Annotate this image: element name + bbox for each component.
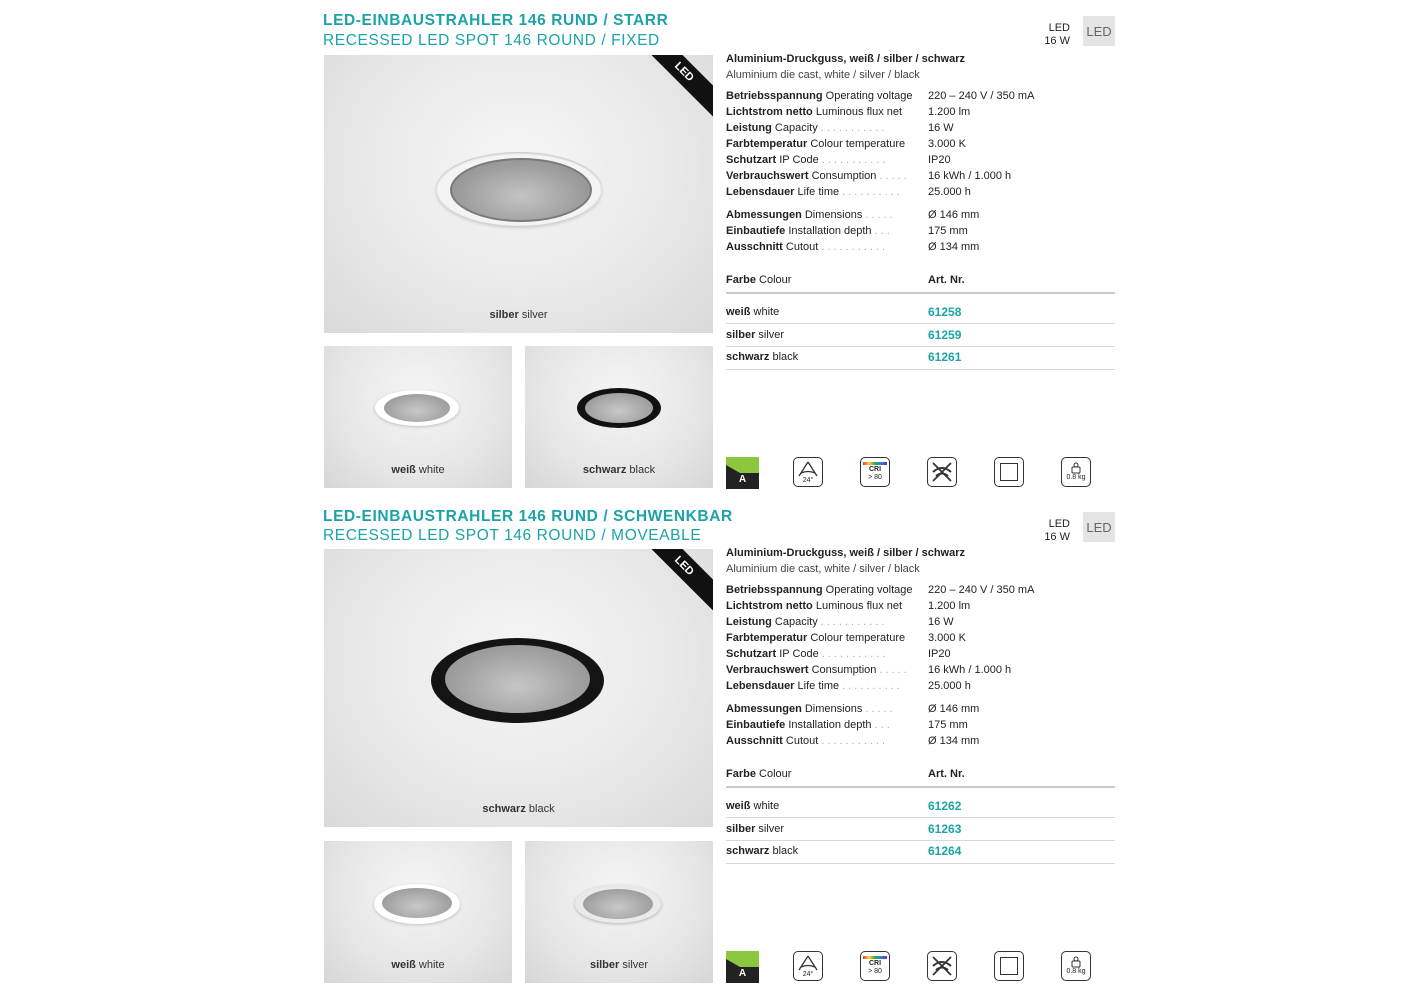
cri-icon: CRI > 80 [860, 951, 890, 981]
lamp-reflector [450, 158, 592, 222]
beam-angle-icon: 24° [793, 951, 823, 981]
image-caption: schwarz black [482, 803, 555, 815]
spec-value: 220 – 240 V / 350 mA [928, 90, 1035, 102]
dim-value: Ø 134 mm [928, 735, 980, 747]
no-insulation-cover-icon [927, 457, 957, 487]
article-number: 61261 [928, 350, 962, 364]
dim-value: Ø 146 mm [928, 209, 980, 221]
beam-angle-icon: 24° [793, 457, 823, 487]
no-insulation-cover-icon [927, 951, 957, 981]
dim-row: Einbautiefe Installation depth ... [726, 719, 893, 731]
spec-value: 16 W [928, 122, 954, 134]
article-number: 61258 [928, 305, 962, 319]
table-divider [726, 786, 1115, 788]
spec-row: Lebensdauer Life time .......... [726, 186, 903, 198]
image-caption: silber silver [489, 309, 548, 321]
row-divider [726, 863, 1115, 864]
product-title-en: RECESSED LED SPOT 146 ROUND / MOVEABLE [323, 527, 702, 544]
dim-row: Ausschnitt Cutout ........... [726, 735, 889, 747]
led-wattage-label: LED 16 W [1044, 22, 1070, 47]
material-en: Aluminium die cast, white / silver / black [726, 563, 920, 575]
product-image-silver [525, 841, 713, 983]
image-caption: weiß white [391, 464, 445, 476]
lamp-reflector [583, 889, 653, 919]
product-fixed [0, 0, 1416, 495]
art-header: Art. Nr. [928, 768, 965, 780]
spec-row: Farbtemperatur Colour temperature [726, 632, 906, 644]
spec-value: 220 – 240 V / 350 mA [928, 584, 1035, 596]
product-moveable [0, 495, 1416, 990]
material-de: Aluminium-Druckguss, weiß / silber / schwarz [726, 547, 966, 559]
art-header: Art. Nr. [928, 274, 965, 286]
led-badge: LED [1083, 16, 1115, 46]
material-en: Aluminium die cast, white / silver / black [726, 69, 920, 81]
product-image-white [324, 841, 512, 983]
lamp-reflector [585, 393, 653, 423]
spec-value: 1.200 lm [928, 600, 971, 612]
cri-icon: CRI > 80 [860, 457, 890, 487]
colour-header: Farbe Colour [726, 274, 792, 286]
spec-row: Leistung Capacity ........... [726, 616, 888, 628]
spec-row: Farbtemperatur Colour temperature [726, 138, 906, 150]
spec-row: Leistung Capacity ........... [726, 122, 888, 134]
product-title-en: RECESSED LED SPOT 146 ROUND / FIXED [323, 32, 660, 49]
colour-header: Farbe Colour [726, 768, 792, 780]
spec-value: 16 W [928, 616, 954, 628]
product-image-main [324, 549, 713, 827]
dim-value: 175 mm [928, 225, 968, 237]
article-number: 61264 [928, 844, 962, 858]
spec-value: IP20 [928, 154, 951, 166]
spec-row: Betriebsspannung Operating voltage [726, 584, 913, 596]
spec-value: 25.000 h [928, 186, 971, 198]
variant-colour: silber silver [726, 823, 785, 835]
spec-value: IP20 [928, 648, 951, 660]
product-title-de: LED-EINBAUSTRAHLER 146 RUND / STARR [323, 12, 669, 29]
dim-row: Ausschnitt Cutout ........... [726, 241, 889, 253]
energy-class-icon: A [726, 951, 759, 983]
lamp-reflector [445, 645, 590, 713]
spec-row: Schutzart IP Code ........... [726, 648, 889, 660]
image-caption: schwarz black [582, 464, 656, 476]
spec-value: 16 kWh / 1.000 h [928, 664, 1012, 676]
spec-value: 1.200 lm [928, 106, 971, 118]
row-divider [726, 369, 1115, 370]
lamp-reflector [384, 394, 450, 422]
material-de: Aluminium-Druckguss, weiß / silber / schwarz [726, 53, 966, 65]
image-caption: silber silver [589, 959, 649, 971]
variant-colour: silber silver [726, 329, 785, 341]
spec-row: Verbrauchswert Consumption ..... [726, 170, 910, 182]
product-image-white [324, 346, 512, 488]
spec-value: 16 kWh / 1.000 h [928, 170, 1012, 182]
spec-row: Verbrauchswert Consumption ..... [726, 664, 910, 676]
spec-value: 25.000 h [928, 680, 971, 692]
article-number: 61263 [928, 822, 962, 836]
weight-icon: 0.8 kg [1061, 951, 1091, 981]
protection-class-icon [994, 951, 1024, 981]
article-number: 61262 [928, 799, 962, 813]
led-badge: LED [1083, 512, 1115, 542]
variant-colour: weiß white [726, 800, 780, 812]
dim-row: Abmessungen Dimensions ..... [726, 209, 896, 221]
lamp-reflector [382, 888, 452, 918]
table-divider [726, 292, 1115, 294]
dim-value: Ø 134 mm [928, 241, 980, 253]
weight-icon: 0.8 kg [1061, 457, 1091, 487]
led-corner-label: LED [637, 55, 713, 119]
row-divider [726, 346, 1115, 347]
spec-value: 3.000 K [928, 632, 966, 644]
energy-class-icon: A [726, 457, 759, 489]
article-number: 61259 [928, 328, 962, 342]
dim-row: Einbautiefe Installation depth ... [726, 225, 893, 237]
spec-row: Lichtstrom netto Luminous flux net [726, 600, 903, 612]
spec-row: Lebensdauer Life time .......... [726, 680, 903, 692]
variant-colour: schwarz black [726, 845, 799, 857]
spec-row: Betriebsspannung Operating voltage [726, 90, 913, 102]
spec-row: Lichtstrom netto Luminous flux net [726, 106, 903, 118]
product-image-main [324, 55, 713, 333]
image-caption: weiß white [391, 959, 445, 971]
product-title-de: LED-EINBAUSTRAHLER 146 RUND / SCHWENKBAR [323, 508, 733, 525]
row-divider [726, 817, 1115, 818]
variant-colour: schwarz black [726, 351, 799, 363]
spec-row: Schutzart IP Code ........... [726, 154, 889, 166]
row-divider [726, 323, 1115, 324]
variant-colour: weiß white [726, 306, 780, 318]
dim-row: Abmessungen Dimensions ..... [726, 703, 896, 715]
spec-value: 3.000 K [928, 138, 966, 150]
row-divider [726, 840, 1115, 841]
dim-value: Ø 146 mm [928, 703, 980, 715]
led-wattage-label: LED 16 W [1044, 518, 1070, 543]
dim-value: 175 mm [928, 719, 968, 731]
protection-class-icon [994, 457, 1024, 487]
product-image-black [525, 346, 713, 488]
led-corner-label: LED [637, 549, 713, 613]
